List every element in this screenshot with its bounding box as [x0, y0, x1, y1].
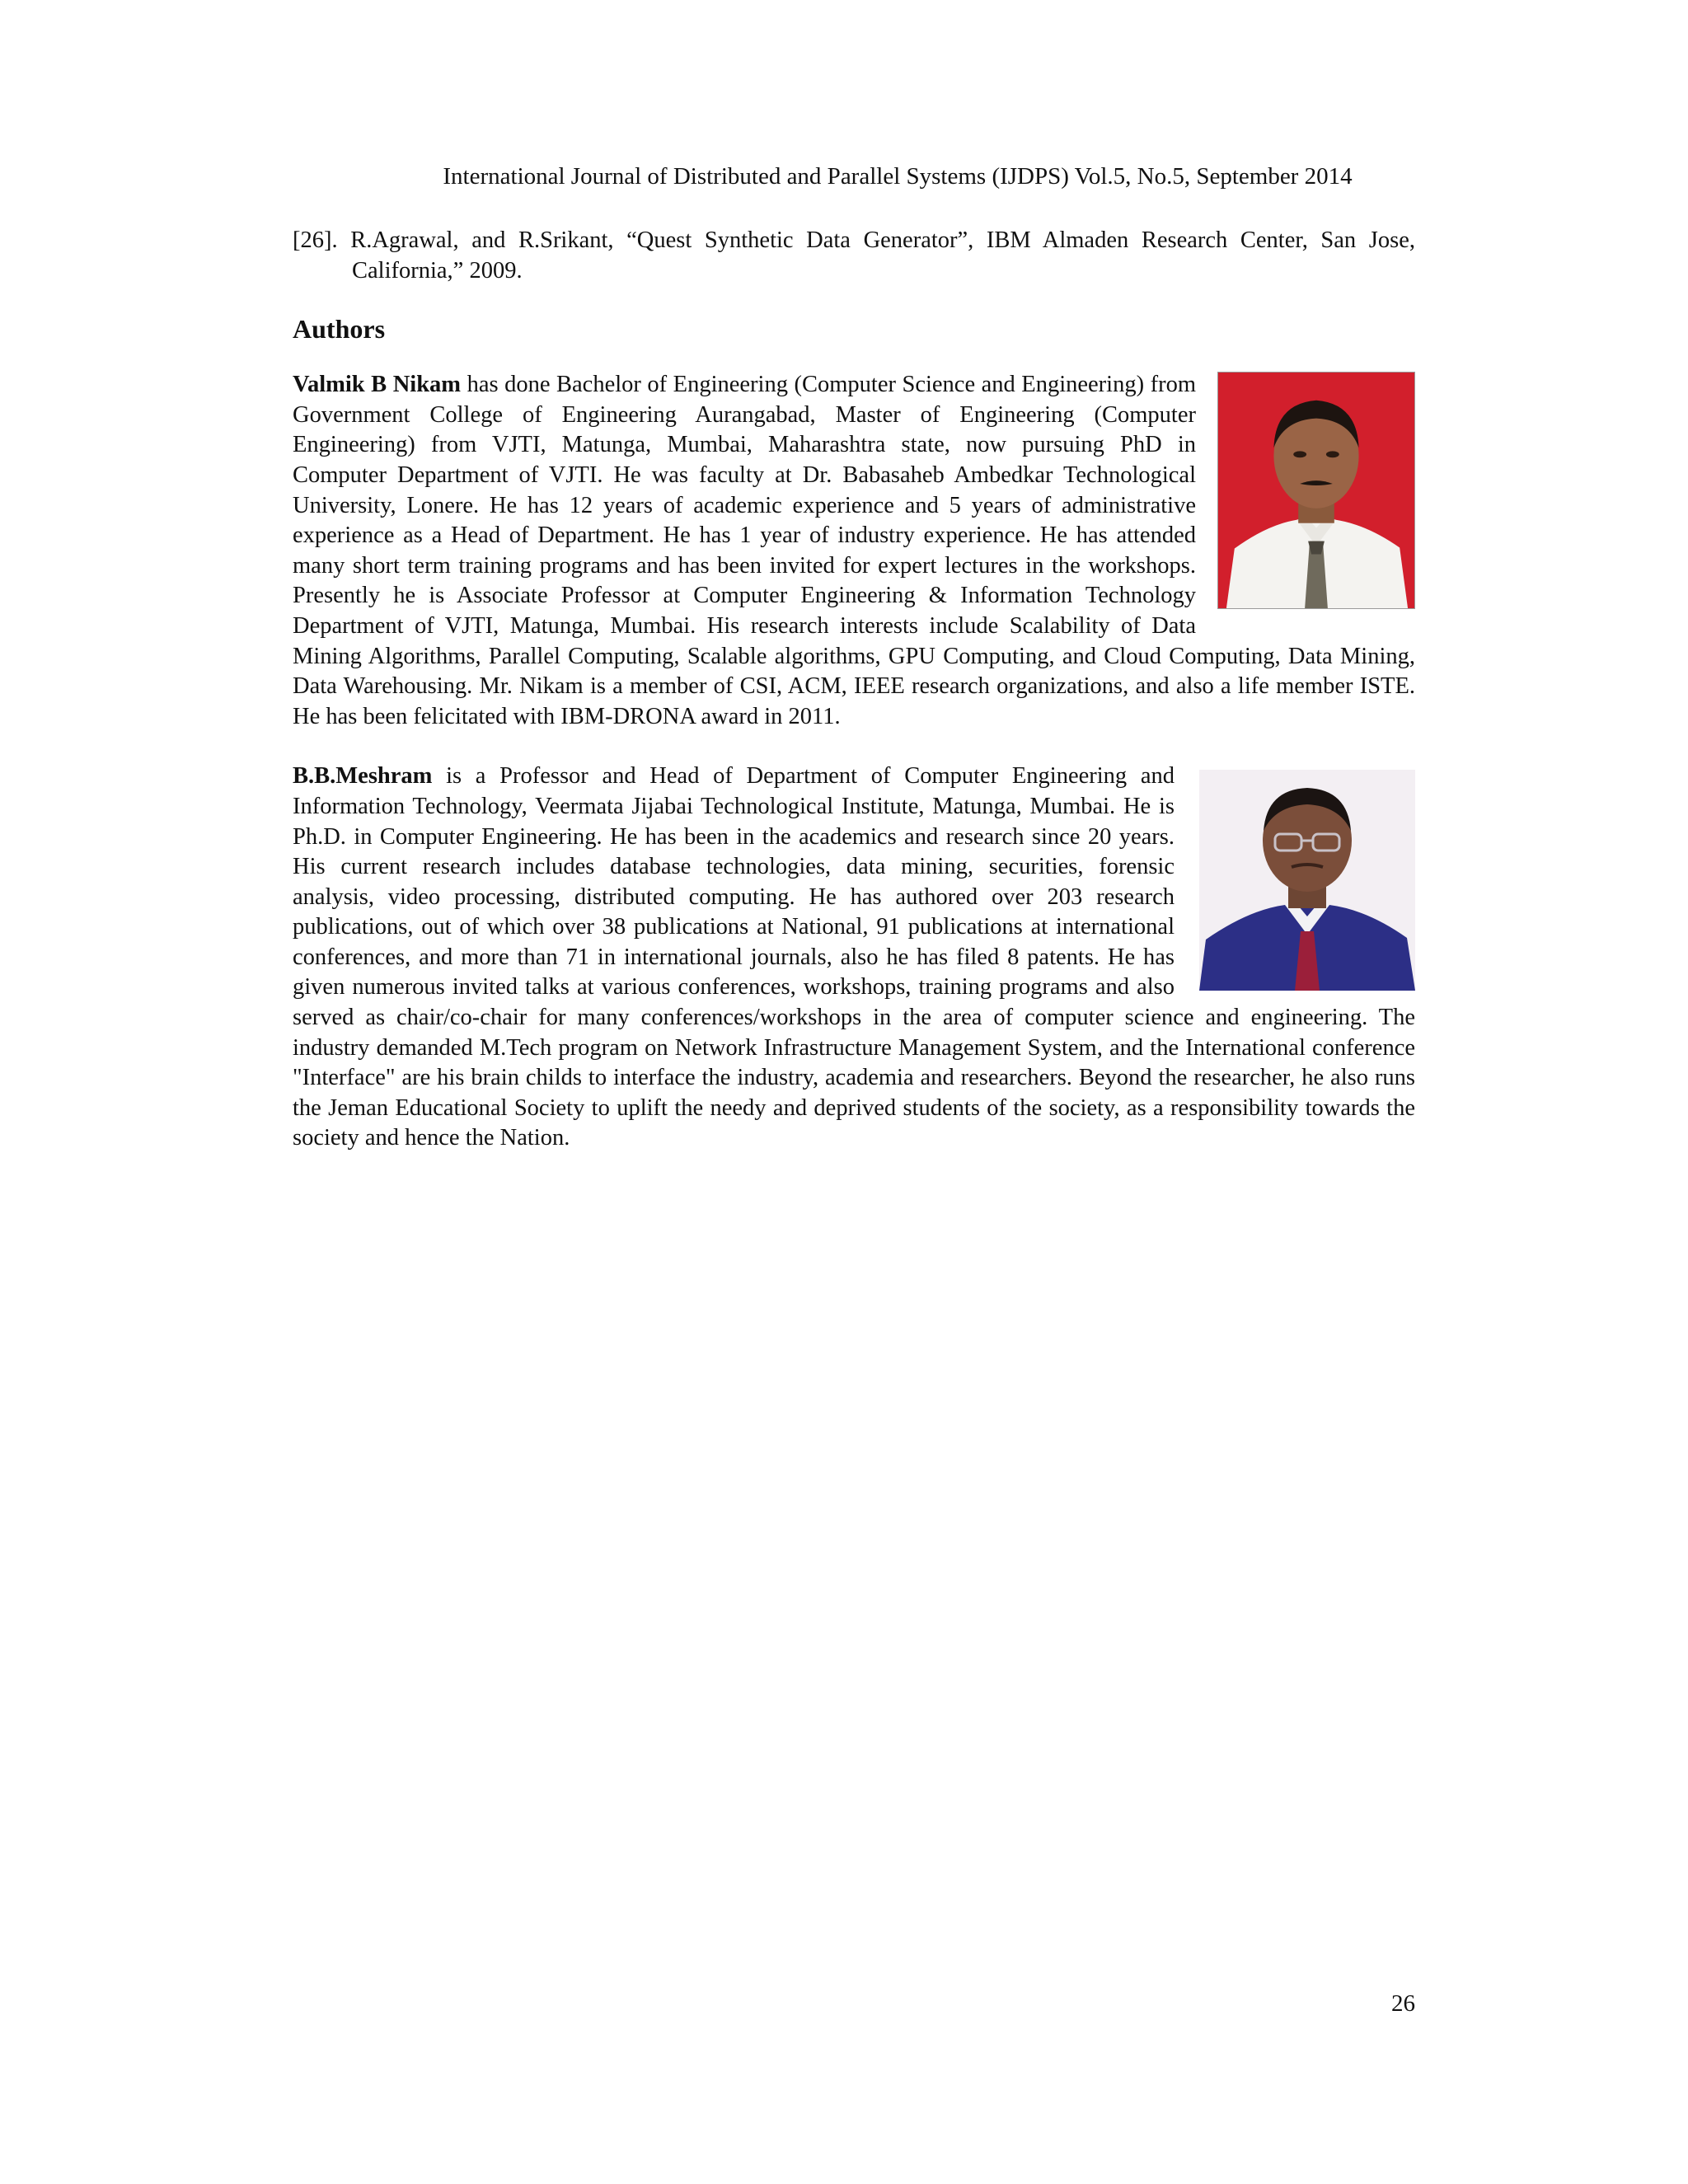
- author-bio-2: [293, 762, 1415, 1154]
- author-bio-text-2: is a Professor and Head of Department of Computer Engineering and Information Technology, Veermata Jijabai Technological Institute, Matunga, Mumbai. He is Ph.D. in Computer Engineering. He has been in the academics and research since 20 years. His current research includes database technologies, data mining, securities, forensic analysis, video processing, distributed computing. He has authored over 203 research publications, out of which over 38 publications at National, 91 publications at international conferences, and more than 71 in international journals, also he has filed 8 patents. He has given numerous invited talks at various conferences, workshops, training programs and also served as chair/co-chair for many conferences/workshops in the area of computer science and engineering. The industry demanded M.Tech program on Network Infrastructure Management System, and the International conference "Interface" are his brain childs to interface the industry, academia and researchers. Beyond the researcher, he also runs the Jeman Educational Society to uplift the needy and deprived students of the society, as a responsibility towards the society and hence the Nation.: [293, 763, 1415, 1151]
- page-number: 26: [1391, 1990, 1415, 2017]
- author-name-2: B.B.Meshram: [293, 763, 433, 790]
- author-photo-1: [1217, 372, 1415, 609]
- running-header: International Journal of Distributed and Parallel Systems (IJDPS) Vol.5, No.5, September 2014: [443, 163, 1353, 190]
- author-name-1: Valmik B Nikam: [293, 372, 462, 398]
- reference-26: [26]. R.Agrawal, and R.Srikant, “Quest Synthetic Data Generator”, IBM Almaden Research Center, San Jose, California,” 2009.: [293, 227, 1415, 284]
- author-bio-text-1: has done Bachelor of Engineering (Computer Science and Engineering) from Government College of Engineering Aurangabad, Master of Engineering (Computer Engineering) from VJTI, Matunga, Mumbai, Maharashtra state, now pursuing PhD in Computer Department of VJTI. He was faculty at Dr. Babasaheb Ambedkar Technological University, Lonere. He has 12 years of academic experience and 5 years of administrative experience as a Head of Department. He has 1 year of industry experience. He has attended many short term training programs and has been invited for expert lectures in the workshops. Presently he is Associate Professor at Computer Engineering & Information Technology Department of VJTI, Matunga, Mumbai. His research interests include Scalability of Data Mining Algorithms, Parallel Computing, Scalable algorithms, GPU Computing, and Cloud Computing, Data Mining, Data Warehousing. Mr. Nikam is a member of CSI, ACM, IEEE research organizations, and also a life member ISTE. He has been felicitated with IBM-DRONA award in 2011.: [293, 372, 1415, 729]
- author-photo-2: [1199, 770, 1415, 991]
- author-bio-1: [293, 370, 1415, 732]
- section-heading-authors: Authors: [293, 314, 386, 344]
- page-content: [293, 226, 1415, 1154]
